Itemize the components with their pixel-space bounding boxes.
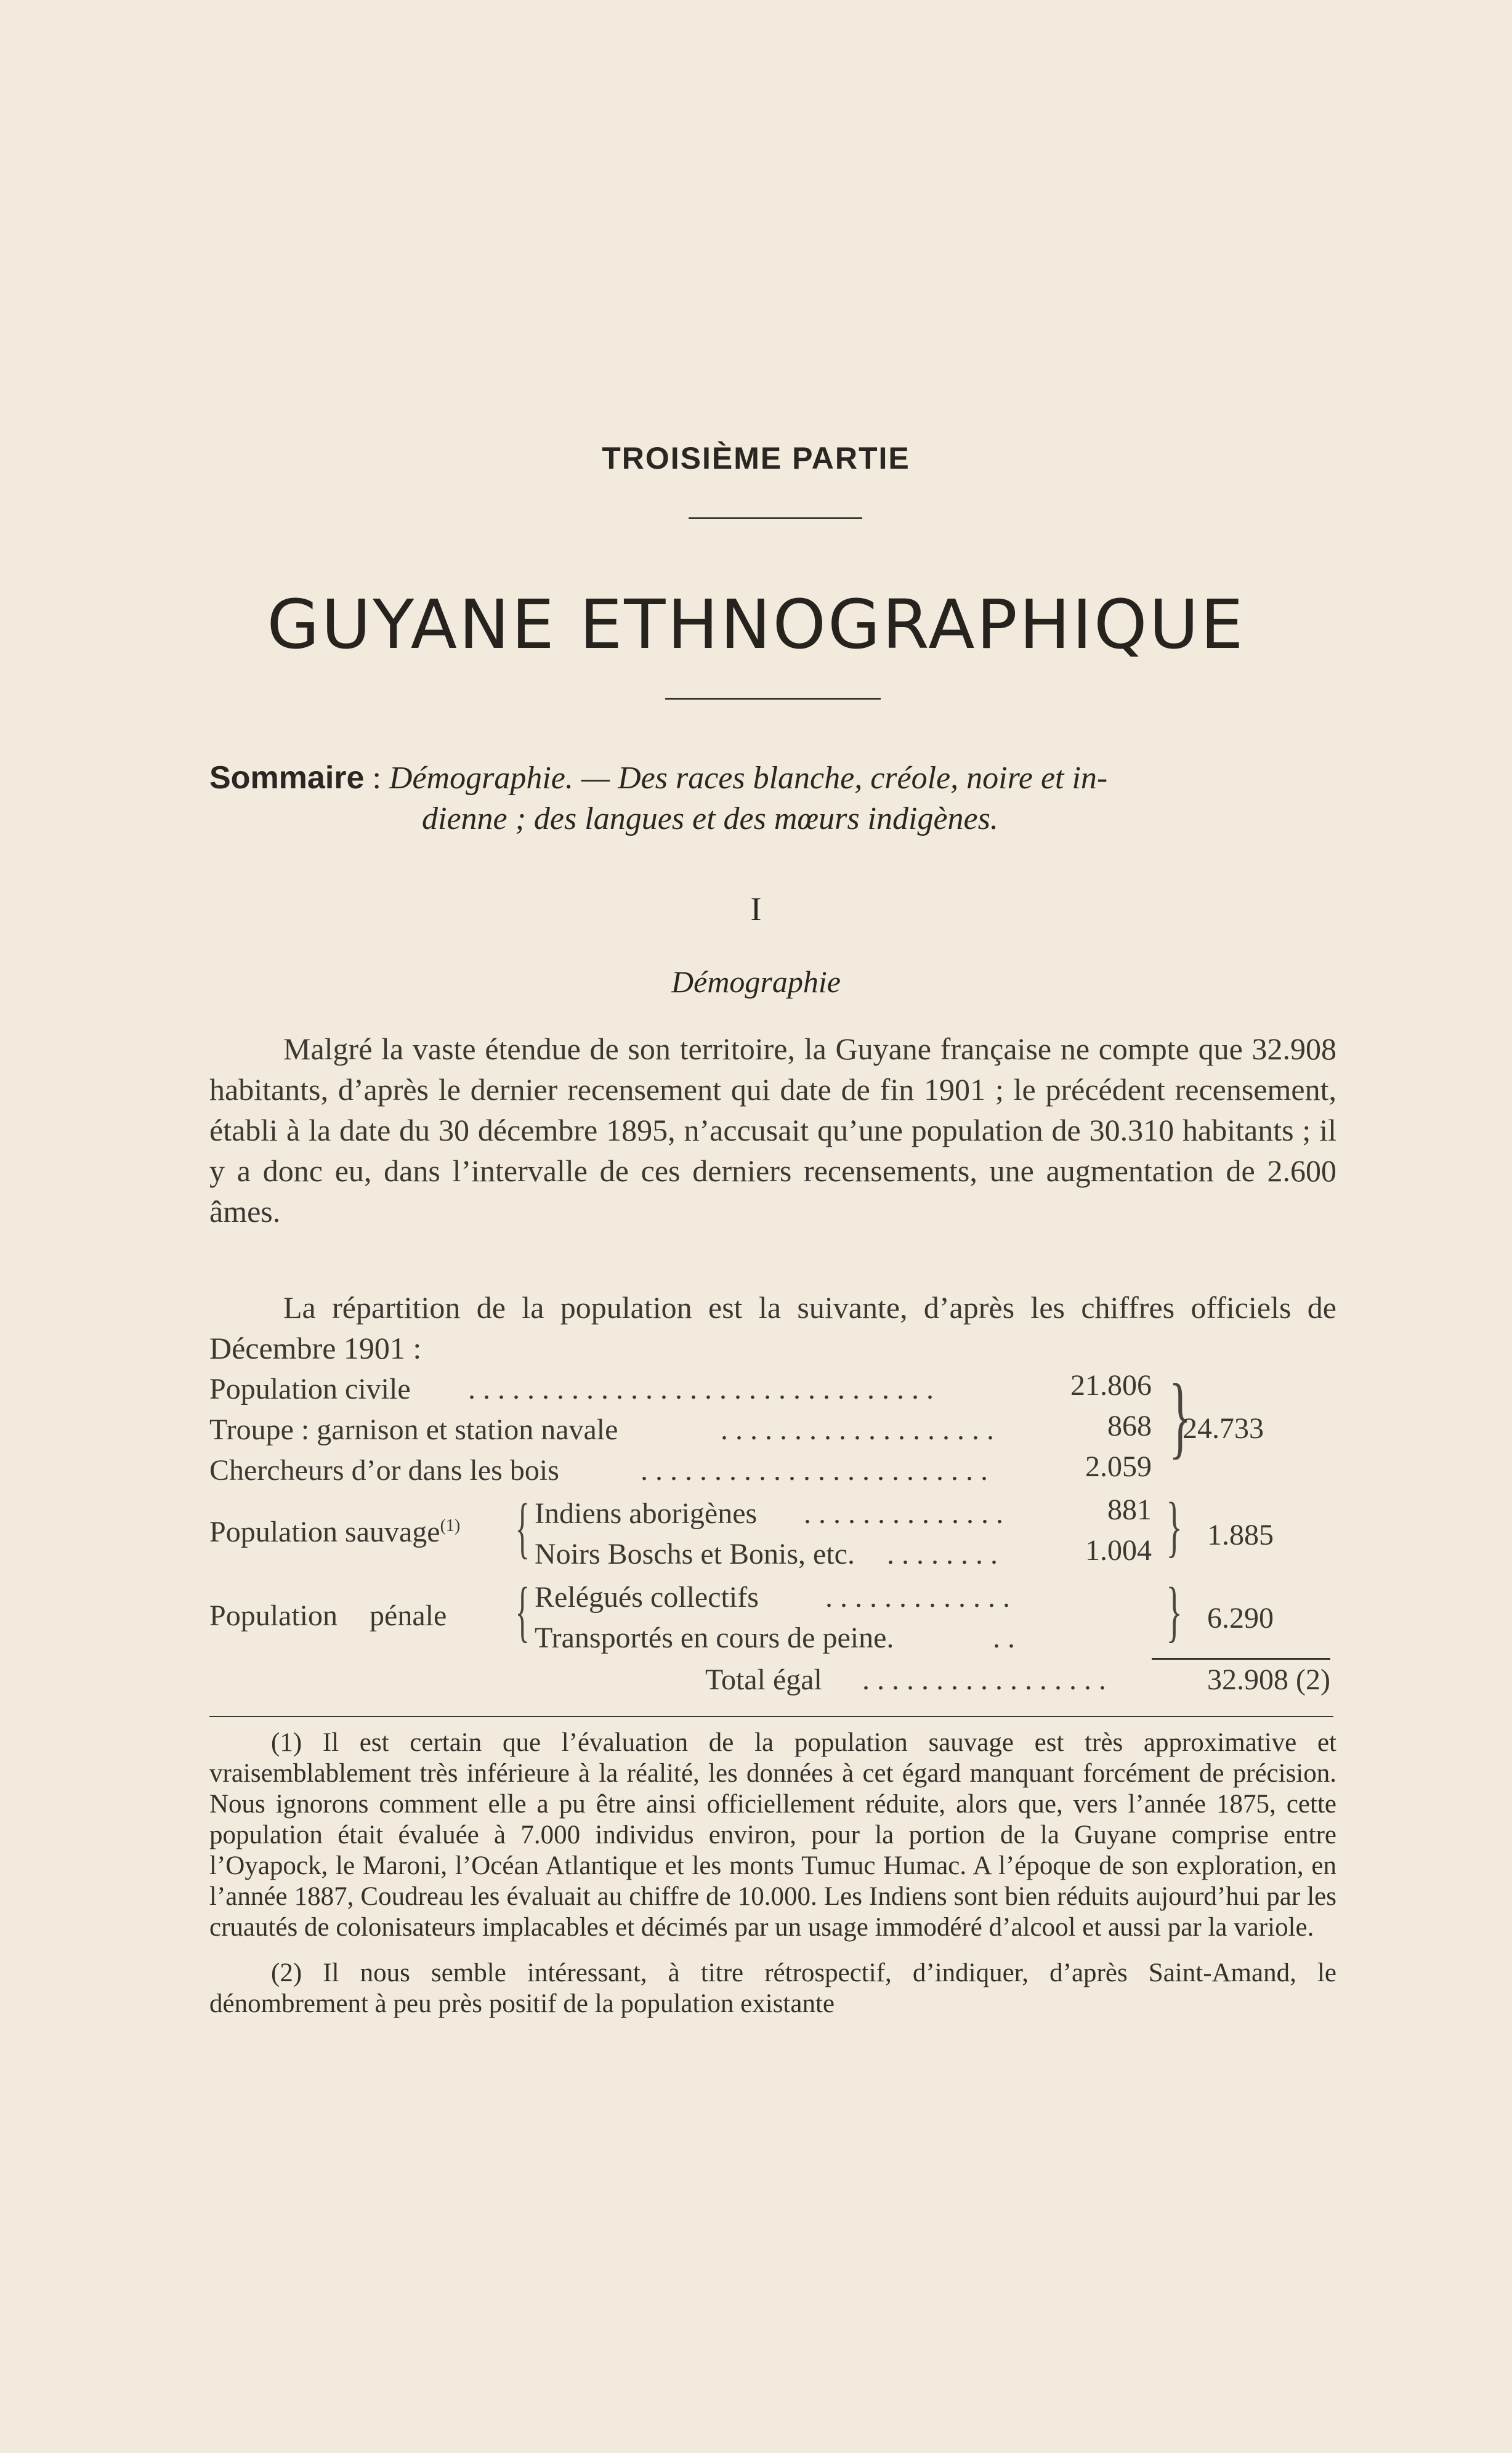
summary-text-2: dienne ; des langues et des mœurs indigènes. bbox=[422, 801, 998, 836]
row-chercheurs-label: Chercheurs d’or dans les bois bbox=[209, 1454, 559, 1487]
section-number: I bbox=[750, 891, 762, 927]
brace-group-2: } bbox=[1166, 1489, 1183, 1564]
group1-total: 24.733 bbox=[1183, 1412, 1264, 1445]
value-chercheurs: 2.059 bbox=[1085, 1450, 1152, 1483]
leader-dots: . . . . . . . . . . . . . . . . . . . bbox=[721, 1413, 994, 1446]
value-noirs: 1.004 bbox=[1085, 1534, 1152, 1567]
value-civile: 21.806 bbox=[1070, 1369, 1152, 1402]
brace-sauvage: { bbox=[515, 1490, 530, 1565]
leader-dots: . . . . . . . . . . . . . . . . . . . . . . . . . . . . . . . . bbox=[468, 1373, 934, 1405]
section-title: Démographie bbox=[671, 964, 841, 999]
group2-total: 1.885 bbox=[1207, 1519, 1274, 1551]
leader-dots: . . . . . . . . . . . . . . bbox=[804, 1497, 1003, 1530]
footnote-1: (1) Il est certain que l’évaluation de la population sauvage est très approximative et vraisemblablement très inférieure à la réalité, les données à cet égard manquant forcément de précision. Nous ignorons comment elle a pu être ainsi officiellement réduite, alors que, vers l’année 1875, cette population était évaluée à 7.000 individus environ, pour la portion de la Guyane comprise entre l’Oyapock, le Maroni, l’Océan Atlantique et les monts Tumuc Humac. A l’époque de son exploration, en l’année 1887, Coudreau les évaluait au chiffre de 10.000. Les Indiens sont bien réduits aujourd’hui par les cruautés de colonisateurs implacables et décimés par un usage immodéré d’alcool et aussi par la variole. bbox=[209, 1728, 1336, 1942]
row-relegues-label: Relégués collectifs bbox=[535, 1581, 759, 1614]
row-indiens-label: Indiens aborigènes bbox=[535, 1497, 758, 1530]
value-indiens: 881 bbox=[1107, 1493, 1152, 1526]
row-penale-label: Population pénale bbox=[209, 1599, 447, 1632]
leader-dots: . . . . . . . . . . . . . . . . . . . . . . . . bbox=[641, 1454, 988, 1487]
footnote-separator bbox=[209, 1716, 1333, 1717]
brace-group-1: } bbox=[1169, 1365, 1191, 1468]
leader-dots: . . . . . . . . bbox=[887, 1538, 998, 1570]
total-rule bbox=[1152, 1658, 1330, 1660]
row-total-label: Total égal bbox=[705, 1663, 822, 1696]
leader-dots: . . . . . . . . . . . . . . . . . bbox=[862, 1663, 1106, 1696]
group3-total: 6.290 bbox=[1207, 1602, 1274, 1635]
divider-rule-top bbox=[689, 517, 862, 519]
summary-text-1: Démographie. — Des races blanche, créole, noire et in- bbox=[389, 761, 1108, 796]
summary: Sommaire : Démographie. — Des races blanche, créole, noire et in- dienne ; des langues et des mœurs indigènes. bbox=[209, 758, 1336, 839]
part-heading: TROISIÈME PARTIE bbox=[602, 441, 910, 475]
row-transportes-label: Transportés en cours de peine. bbox=[535, 1622, 894, 1654]
footnotes bbox=[209, 1728, 1336, 2034]
value-troupe: 868 bbox=[1107, 1410, 1152, 1442]
row-noirs-label: Noirs Boschs et Bonis, etc. bbox=[535, 1538, 855, 1570]
row-sauvage-label bbox=[209, 1515, 460, 1549]
table-intro: La répartition de la population est la suivante, d’après les chiffres officiels de Décembre 1901 : bbox=[209, 1290, 1336, 1365]
footnote-2: (2) Il nous semble intéressant, à titre rétrospectif, d’indiquer, d’après Saint-Amand, le dénombrement à peu près positif de la population existante bbox=[209, 1958, 1336, 2018]
brace-penale: { bbox=[515, 1574, 530, 1649]
row-civile-label: Population civile bbox=[209, 1373, 411, 1405]
intro-paragraph: Malgré la vaste étendue de son territoire, la Guyane française ne compte que 32.908 habitants, d’après le dernier recensement qui date de fin 1901 ; le précédent recensement, établi à la date du 30 décembre 1895, n’accusait qu’une population de 30.310 habitants ; il y a donc eu, dans l’intervalle de ces derniers recensements, une augmentation de 2.600 âmes. bbox=[209, 1032, 1336, 1229]
sauvage-footnote-ref: (1) bbox=[440, 1516, 461, 1535]
main-title: GUYANE ETHNOGRAPHIQUE bbox=[267, 585, 1245, 664]
row-troupe-label: Troupe : garnison et station navale bbox=[209, 1413, 618, 1446]
brace-group-3: } bbox=[1166, 1574, 1183, 1649]
sauvage-label: Population sauvage bbox=[209, 1516, 440, 1548]
leader-dots: . . bbox=[993, 1622, 1015, 1654]
total-value: 32.908 (2) bbox=[1207, 1663, 1330, 1696]
leader-dots: . . . . . . . . . . . . . bbox=[825, 1581, 1010, 1614]
divider-rule-title bbox=[665, 698, 881, 700]
summary-label: Sommaire bbox=[209, 760, 365, 796]
